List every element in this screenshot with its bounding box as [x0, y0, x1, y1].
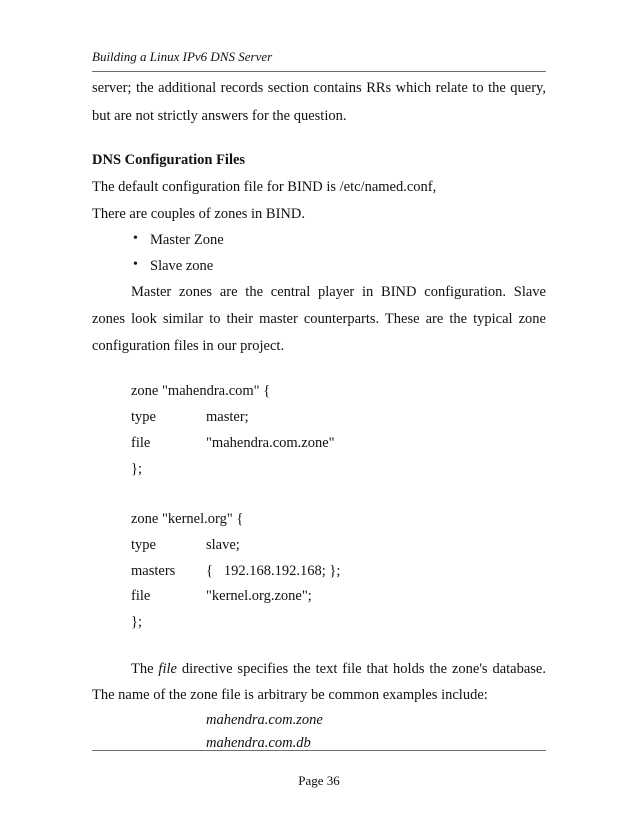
code-line: };: [131, 461, 142, 477]
section-heading: DNS Configuration Files: [92, 152, 246, 168]
paragraph-line: zones look similar to their master counterparts. These are the typical zone: [92, 311, 546, 327]
paragraph-line: [131, 660, 546, 678]
page-number: Page 36: [298, 773, 340, 788]
list-item: Slave zone: [150, 258, 214, 274]
code-key: masters: [131, 563, 176, 579]
bullet-icon: •: [133, 257, 138, 272]
example-filename: mahendra.com.zone: [206, 712, 323, 728]
header-rule: [92, 71, 546, 72]
footer-rule: [92, 750, 546, 751]
paragraph-line: The default configuration file for BIND is /etc/named.conf,: [92, 179, 437, 195]
paragraph-line: Master zones are the central player in BIND configuration. Slave: [131, 284, 546, 300]
code-key: file: [131, 588, 151, 604]
list-item: Master Zone: [150, 232, 224, 248]
bullet-icon: •: [133, 231, 138, 246]
code-value: master;: [206, 409, 249, 425]
code-key: type: [131, 537, 156, 553]
code-value: slave;: [206, 537, 240, 553]
code-value: { 192.168.192.168; };: [206, 563, 341, 579]
code-line: };: [131, 614, 142, 630]
text-span: The: [131, 661, 159, 677]
running-header: Building a Linux IPv6 DNS Server: [92, 49, 273, 64]
paragraph-line: configuration files in our project.: [92, 338, 285, 354]
text-span: directive specifies the text file that holds the zone's database.: [176, 661, 546, 677]
code-key: file: [131, 435, 151, 451]
paragraph-line: There are couples of zones in BIND.: [92, 206, 305, 222]
emphasis-text: file: [158, 661, 177, 677]
code-value: "kernel.org.zone";: [206, 588, 312, 604]
paragraph-line: The name of the zone file is arbitrary be common examples include:: [92, 687, 488, 703]
code-line: zone "kernel.org" {: [131, 511, 244, 527]
code-line: zone "mahendra.com" {: [131, 383, 271, 399]
code-value: "mahendra.com.zone": [206, 435, 335, 451]
paragraph-line: but are not strictly answers for the question.: [92, 108, 347, 124]
code-key: type: [131, 409, 156, 425]
paragraph-line: server; the additional records section contains RRs which relate to the query,: [92, 80, 546, 96]
example-filename: mahendra.com.db: [206, 735, 311, 751]
